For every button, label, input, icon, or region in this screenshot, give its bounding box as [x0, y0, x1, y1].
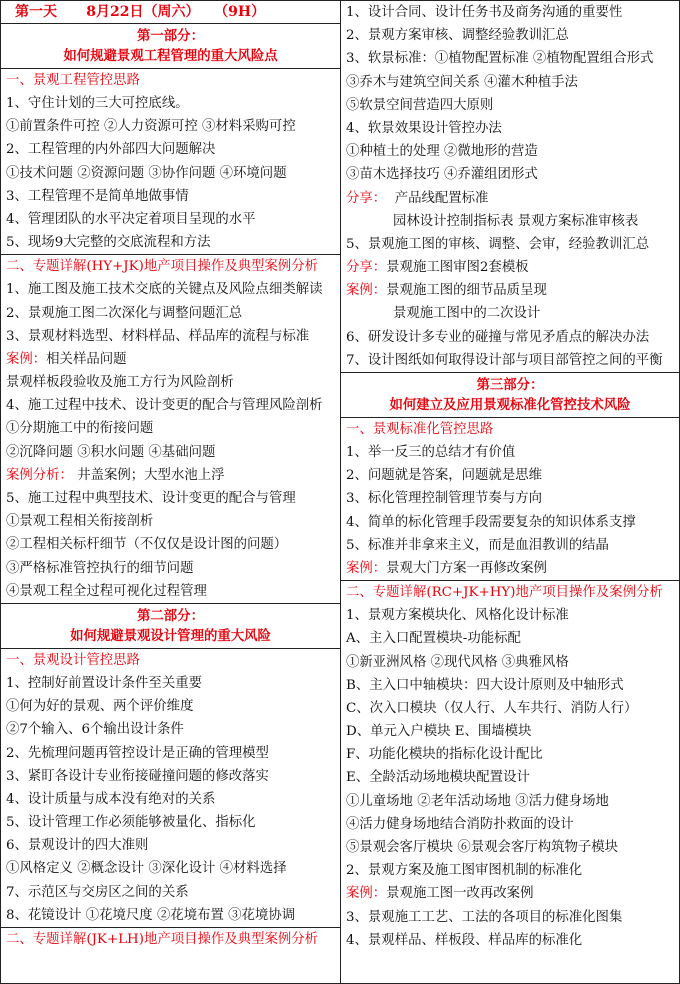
list-item: 7、示范区与交房区之间的关系: [6, 884, 189, 900]
list-item: 2、景观方案审核、调整经验教训汇总: [346, 28, 569, 44]
day-label: 第一天: [15, 4, 57, 20]
list-item: ④活力健身场地结合消防扑救面的设计: [346, 816, 574, 832]
list-item: 2、问题就是答案，问题就是思维: [346, 468, 542, 484]
share-text: 产品线配置标准: [394, 190, 489, 206]
part1-header: [1, 24, 340, 69]
list-item: 5、现场9大完整的交底流程和方法: [6, 235, 211, 251]
list-item: 4、简单的标化管理手段需要复杂的知识体系支撑: [346, 514, 636, 530]
part2-label: 第二部分：: [137, 607, 204, 624]
list-item: 3、景观施工工艺、工法的各项目的标准化图集: [346, 909, 623, 925]
list-item: ②工程相关标杆细节（不仅仅是设计图的问题）: [6, 537, 288, 553]
list-item: ③苗木选择技巧 ④乔灌组团形式: [346, 167, 538, 183]
left-column: [1, 1, 341, 983]
case-label: 案例：: [6, 351, 47, 367]
list-item: 1、控制好前置设计条件至关重要: [6, 675, 202, 691]
list-item: 4、设计质量与成本没有绝对的关系: [6, 791, 216, 807]
list-item: 3、标化管理控制管理节奏与方向: [346, 491, 542, 507]
list-item: ①儿童场地 ②老年活动场地 ③活力健身场地: [346, 793, 609, 809]
case-text: 景观大门方案一再修改案例: [386, 560, 547, 576]
case-text: 景观施工图一改再改案例: [386, 886, 534, 902]
case-text: 相关样品问题: [46, 351, 127, 367]
list-item: 1、守住计划的三大可控底线。: [6, 96, 189, 111]
case-text: 景观施工图的细节品质呈现: [386, 283, 547, 299]
part3-sec2-heading: 二、专题详解(RC+JK+HY)地产项目操作及案例分析: [341, 580, 679, 604]
list-item: A、主入口配置模块-功能标配: [346, 631, 521, 647]
list-item: 景观施工图中的二次设计: [393, 306, 541, 322]
case-label: 案例：: [346, 886, 387, 902]
list-item: ①何为好的景观、两个评价维度: [6, 699, 194, 715]
list-item: 5、标准并非拿来主义，而是血泪教训的结晶: [346, 537, 609, 553]
list-item: ⑤景观会客厅模块 ⑥景观会客厅构筑物子模块: [346, 840, 619, 855]
list-item: 景观样板段验收及施工方行为风险剖析: [6, 375, 234, 391]
list-item: B、主入口中轴模块：四大设计原则及中轴形式: [346, 677, 624, 693]
share-label: 分享：: [346, 260, 387, 276]
list-item: 7、设计图纸如何取得设计部与项目部管控之间的平衡: [346, 352, 663, 368]
case-line: [341, 557, 679, 580]
right-column: [341, 1, 679, 983]
list-item: 4、施工过程中技术、设计变更的配合与管理风险剖析: [6, 398, 323, 414]
list-item: 2、工程管理的内外部四大问题解决: [6, 142, 216, 158]
date-label: 8月22日（周六）: [86, 4, 200, 20]
part2-sec2-heading: 二、专题详解(JK+LH)地产项目操作及典型案例分析: [1, 927, 340, 951]
day-header: [1, 1, 340, 24]
list-item: ①种植土的处理 ②微地形的营造: [346, 144, 538, 160]
list-item: 4、景观样品、样板段、样品库的标准化: [346, 932, 583, 948]
list-item: D、单元入户模块 E、围墙模块: [346, 724, 532, 740]
case-line: [341, 279, 679, 302]
share-label: 分享：: [346, 190, 387, 206]
part2-title: 如何规避景观设计管理的重大风险: [70, 627, 271, 644]
case-line: [1, 348, 340, 371]
list-item: ③严格标准管控执行的细节问题: [6, 560, 194, 576]
list-item: C、次入口模块（仅人行、人车共行、消防人行）: [346, 700, 638, 716]
part3-label: 第三部分：: [476, 377, 544, 393]
list-item: ②7个输入、6个输出设计条件: [6, 722, 184, 738]
list-item: 3、工程管理不是简单地做事情: [6, 188, 189, 204]
list-item: 3、紧盯各设计专业衔接碰撞问题的修改落实: [6, 768, 269, 784]
list-item: 3、软景标准：①植物配置标准 ②植物配置组合形式: [346, 51, 654, 67]
list-item: 1、景观方案模块化、风格化设计标准: [346, 608, 569, 624]
list-item: ①风格定义 ②概念设计 ③深化设计 ④材料选择: [6, 861, 287, 877]
list-item: 5、设计管理工作必须能够被量化、指标化: [6, 815, 256, 831]
case-line: [341, 882, 679, 905]
share-text: 景观施工图审图2套模板: [386, 260, 529, 276]
list-item: 园林设计控制指标表 景观方案标准审核表: [393, 213, 639, 229]
list-item: ①分期施工中的衔接问题: [6, 421, 154, 437]
list-item: ①景观工程相关衔接剖析: [6, 514, 154, 530]
list-item: 6、景观设计的四大准则: [6, 838, 149, 854]
case-text: 井盖案例；大型水池上浮: [72, 467, 225, 483]
part1-label: 第一部分：: [137, 28, 204, 44]
list-item: ①技术问题 ②资源问题 ③协作问题 ④环境问题: [6, 165, 287, 181]
case-line: [1, 464, 340, 487]
part2-header: [1, 603, 340, 649]
list-item: 6、研发设计多专业的碰撞与常见矛盾点的解决办法: [346, 329, 650, 345]
list-item: 3、景观材料选型、材料样品、样品库的流程与标准: [6, 328, 310, 344]
part1-title: 如何规避景观工程管理的重大风险点: [63, 48, 278, 64]
part1-sec1-heading: 一、景观工程管控思路: [6, 73, 140, 88]
list-item: ⑤软景空间营造四大原则: [346, 97, 494, 113]
list-item: E、全龄活动场地模块配置设计: [346, 770, 530, 786]
list-item: 2、景观施工图二次深化与调整问题汇总: [6, 305, 243, 321]
part3-header: [341, 372, 679, 418]
list-item: ④景观工程全过程可视化过程管理: [6, 583, 207, 599]
list-item: 8、花镜设计 ①花境尺度 ②花境布置 ③花境协调: [6, 907, 296, 923]
list-item: 1、举一反三的总结才有价值: [346, 445, 516, 460]
list-item: 4、软景效果设计管控办法: [346, 120, 502, 136]
case-label: 案例分析：: [6, 467, 73, 483]
part2-sec1-heading: 一、景观设计管控思路: [6, 652, 140, 668]
list-item: 5、景观施工图的审核、调整、会审，经验教训汇总: [346, 236, 650, 252]
part1-sec2-heading: 二、专题详解(HY+JK)地产项目操作及典型案例分析: [1, 254, 340, 278]
case-label: 案例：: [346, 283, 387, 299]
list-item: ②沉降问题 ③积水问题 ④基础问题: [6, 444, 216, 460]
list-item: 1、设计合同、设计任务书及商务沟通的重要性: [346, 5, 623, 20]
hours-label: （9H）: [214, 4, 266, 20]
list-item: 2、景观方案及施工图审图机制的标准化: [346, 863, 583, 879]
list-item: 2、先梳理问题再管控设计是正确的管理模型: [6, 745, 269, 761]
list-item: 1、施工图及施工技术交底的关键点及风险点细类解读: [6, 282, 323, 298]
list-item: 4、管理团队的水平决定着项目呈现的水平: [6, 211, 256, 227]
list-item: ①前置条件可控 ②人力资源可控 ③材料采购可控: [6, 119, 296, 135]
list-item: ③乔木与建筑空间关系 ④灌木种植手法: [346, 74, 578, 90]
list-item: ①新亚洲风格 ②现代风格 ③典雅风格: [346, 654, 569, 670]
part3-title: 如何建立及应用景观标准化管控技术风险: [389, 397, 631, 413]
list-item: 5、施工过程中典型技术、设计变更的配合与管理: [6, 491, 296, 506]
share-line: [341, 187, 679, 210]
share-line: [341, 256, 679, 279]
case-label: 案例：: [346, 560, 387, 576]
part3-sec1-heading: 一、景观标准化管控思路: [346, 422, 494, 437]
list-item: F、功能化模块的指标化设计配比: [346, 747, 543, 763]
